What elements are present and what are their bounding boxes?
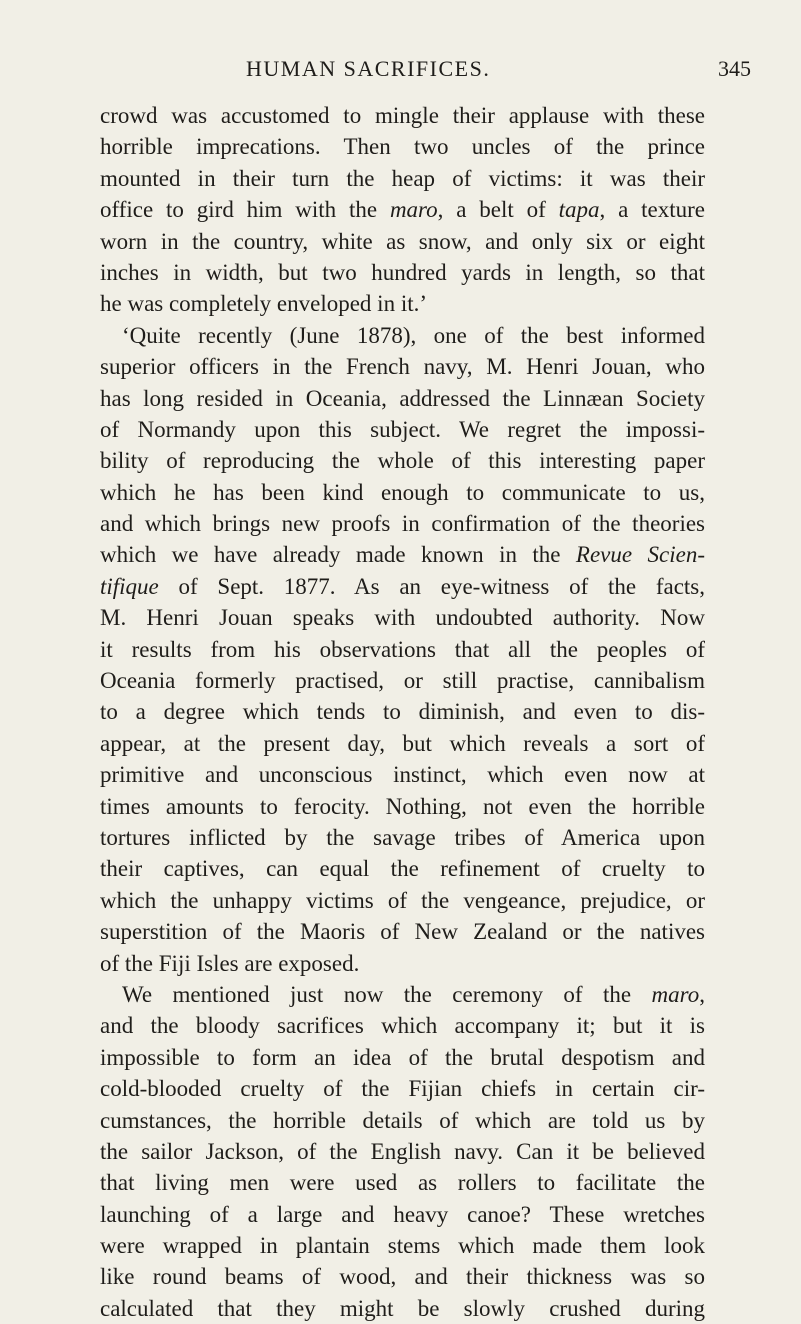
text-span: to a degree which tends to diminish, and even to dis-	[100, 699, 705, 725]
text-span: which the unhappy victims of the vengeance, prejudice, or	[100, 887, 705, 913]
text-span: and which brings new proofs in confirmation of the theories	[100, 511, 705, 537]
text-line	[100, 853, 705, 884]
text-span: horrible imprecations. Then two uncles of the prince	[100, 134, 705, 160]
text-span: bility of reproducing the whole of this interesting paper	[100, 448, 705, 474]
text-line	[100, 696, 705, 727]
text-line	[100, 194, 705, 225]
text-span: office to gird him with the	[100, 197, 390, 223]
text-span: cumstances, the horrible details of which are told us by	[100, 1107, 705, 1133]
text-span: We mentioned just now the ceremony of the	[122, 981, 652, 1007]
text-line	[100, 665, 705, 696]
running-title: HUMAN SACRIFICES.	[246, 56, 491, 81]
body-text	[100, 100, 705, 1324]
text-span: cold-blooded cruelty of the Fijian chiefs in certain cir-	[100, 1076, 705, 1102]
text-line	[100, 979, 705, 1010]
text-line	[100, 1167, 705, 1198]
text-span: which he has been kind enough to communicate to us,	[100, 479, 705, 505]
text-line	[100, 759, 705, 790]
text-span: ,	[699, 981, 705, 1007]
text-span: Oceania formerly practised, or still practise, cannibalism	[100, 668, 705, 694]
text-line	[100, 822, 705, 853]
text-line	[100, 1136, 705, 1167]
text-line	[100, 634, 705, 665]
text-span: he was completely enveloped in it.’	[100, 291, 428, 317]
text-span: primitive and unconscious instinct, which even now at	[100, 762, 705, 788]
text-line	[100, 1073, 705, 1104]
text-line	[100, 351, 705, 382]
text-line	[100, 1105, 705, 1136]
text-span: superstition of the Maoris of New Zealand or the natives	[100, 919, 705, 945]
text-span: like round beams of wood, and their thickness was so	[100, 1264, 705, 1290]
text-span: and the bloody sacrifices which accompany it; but it is	[100, 1013, 705, 1039]
text-line	[100, 1230, 705, 1261]
italic-text: maro	[651, 981, 700, 1007]
text-span: appear, at the present day, but which reveals a sort of	[100, 730, 705, 756]
text-line	[100, 539, 705, 570]
text-line	[100, 1293, 705, 1324]
text-span: has long resided in Oceania, addressed the Linnæan Society	[100, 385, 705, 411]
text-span: crowd was accustomed to mingle their applause with these	[100, 103, 705, 128]
text-span: mounted in their turn the heap of victims: it was their	[100, 165, 705, 191]
text-span: tortures inflicted by the savage tribes of America upon	[100, 824, 705, 850]
text-line	[100, 1199, 705, 1230]
text-line	[100, 100, 705, 131]
text-span: times amounts to ferocity. Nothing, not even the horrible	[100, 793, 705, 819]
text-line	[100, 885, 705, 916]
text-span: , a texture	[599, 197, 705, 223]
text-span: were wrapped in plantain stems which made them look	[100, 1233, 705, 1259]
text-line	[100, 728, 705, 759]
text-span: their captives, can equal the refinement of cruelty to	[100, 856, 705, 882]
text-line	[100, 791, 705, 822]
text-line	[100, 1042, 705, 1073]
text-line	[100, 131, 705, 162]
text-span: , a belt of	[437, 197, 559, 223]
text-span: that living men were used as rollers to facilitate the	[100, 1170, 705, 1196]
text-line	[100, 445, 705, 476]
text-line	[100, 288, 705, 319]
italic-text: maro	[389, 197, 438, 223]
text-span: it results from his observations that all the peoples of	[100, 636, 705, 662]
text-line	[100, 602, 705, 633]
text-span: impossible to form an idea of the brutal despotism and	[100, 1044, 705, 1070]
italic-text: tapa	[558, 197, 600, 223]
text-line	[100, 1010, 705, 1041]
text-line	[100, 226, 705, 257]
text-span: the sailor Jackson, of the English navy. Can it be believed	[100, 1138, 705, 1164]
text-line	[100, 414, 705, 445]
text-line	[100, 508, 705, 539]
running-head	[0, 56, 801, 86]
text-span: worn in the country, white as snow, and only six or eight	[100, 228, 705, 254]
text-span: of the Fiji Isles are exposed.	[100, 950, 360, 976]
text-span: which we have already made known in the	[100, 542, 576, 568]
text-line	[100, 948, 705, 979]
text-span: ‘Quite recently (June 1878), one of the best informed	[122, 322, 705, 348]
text-span: of Normandy upon this subject. We regret the impossi-	[100, 416, 705, 442]
text-span: launching of a large and heavy canoe? These wretches	[100, 1201, 705, 1227]
text-span: inches in width, but two hundred yards in length, so that	[100, 259, 705, 285]
text-span: M. Henri Jouan speaks with undoubted authority. Now	[100, 605, 705, 631]
text-line	[100, 163, 705, 194]
text-line	[100, 1261, 705, 1292]
text-line	[100, 320, 705, 351]
text-line	[100, 571, 705, 602]
italic-text: Revue Scien-	[575, 542, 705, 568]
page-number: 345	[718, 56, 751, 81]
text-line	[100, 916, 705, 947]
italic-text: tifique	[100, 573, 159, 599]
text-span: superior officers in the French navy, M. Henri Jouan, who	[100, 354, 705, 380]
text-span: of Sept. 1877. As an eye-witness of the facts,	[158, 573, 705, 599]
text-line	[100, 383, 705, 414]
text-line	[100, 257, 705, 288]
text-line	[100, 477, 705, 508]
text-span: calculated that they might be slowly crushed during	[100, 1295, 705, 1321]
